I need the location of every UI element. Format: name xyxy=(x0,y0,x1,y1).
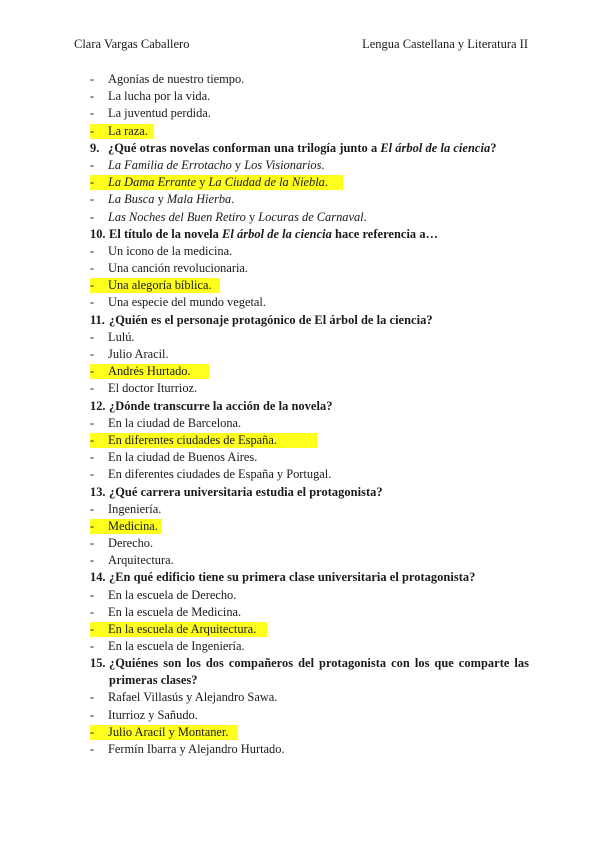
answer-option: - Rafael Villasús y Alejandro Sawa. xyxy=(90,690,278,705)
quiz-content xyxy=(90,71,530,758)
answer-option: - En la ciudad de Barcelona. xyxy=(90,415,242,430)
answer-option: - En la escuela de Derecho. xyxy=(90,587,237,602)
answer-option: - Ingeniería. xyxy=(90,501,162,516)
question-15: 15. ¿Quiénes son los dos compañeros del protagonista con los que comparte las primeras clases? xyxy=(90,656,529,688)
question-12: 12. ¿Dónde transcurre la acción de la novela? xyxy=(90,398,333,413)
answer-option: - Lulú. xyxy=(90,329,135,344)
answer-option: - Iturrioz y Sañudo. xyxy=(90,707,198,722)
answer-option-correct: - Andrés Hurtado. xyxy=(90,363,530,380)
answer-option: - La lucha por la vida. xyxy=(90,89,211,104)
page-header xyxy=(74,37,528,53)
header-subject: Lengua Castellana y Literatura II xyxy=(362,37,528,51)
answer-option: - En diferentes ciudades de España y Portugal. xyxy=(90,467,332,482)
answer-option-correct: - En la escuela de Arquitectura. xyxy=(90,621,530,638)
answer-option: - La juventud perdida. xyxy=(90,106,211,121)
answer-option-correct: - Julio Aracil y Montaner. xyxy=(90,724,530,741)
answer-option: - La Familia de Errotacho y Los Visionarios. xyxy=(90,157,325,172)
answer-option-correct: - La raza. xyxy=(90,123,530,140)
answer-option-correct: - Medicina. xyxy=(90,518,530,535)
question-14: 14. ¿En qué edificio tiene su primera clase universitaria el protagonista? xyxy=(90,570,476,585)
answer-option: - Agonías de nuestro tiempo. xyxy=(90,72,245,86)
answer-option: - Las Noches del Buen Retiro y Locuras de Carnaval. xyxy=(90,209,367,224)
question-9: 9. ¿Qué otras novelas conforman una trilogía junto a El árbol de la ciencia? xyxy=(90,140,497,155)
question-13: 13. ¿Qué carrera universitaria estudia el protagonista? xyxy=(90,484,383,499)
answer-option: - Una especie del mundo vegetal. xyxy=(90,295,266,310)
answer-option-correct: - Una alegoría bíblica. xyxy=(90,277,530,294)
answer-option: - En la ciudad de Buenos Aires. xyxy=(90,450,258,465)
answer-option-correct: - La Dama Errante y La Ciudad de la Niebla. xyxy=(90,174,530,191)
answer-option: - Fermín Ibarra y Alejandro Hurtado. xyxy=(90,741,285,756)
answer-option: - El doctor Iturrioz. xyxy=(90,381,198,396)
answer-option: - Julio Aracil. xyxy=(90,347,169,361)
header-author: Clara Vargas Caballero xyxy=(74,37,190,51)
question-11: 11. ¿Quién es el personaje protagónico de El árbol de la ciencia? xyxy=(90,312,433,327)
answer-option-correct: - En diferentes ciudades de España. xyxy=(90,432,530,449)
answer-option: - Una canción revolucionaria. xyxy=(90,261,249,276)
answer-option: - En la escuela de Ingeniería. xyxy=(90,639,245,654)
question-10: 10. El título de la novela El árbol de la ciencia hace referencia a… xyxy=(90,226,439,241)
answer-option: - La Busca y Mala Hierba. xyxy=(90,192,235,207)
answer-option: - Arquitectura. xyxy=(90,553,174,568)
answer-option: - Un icono de la medicina. xyxy=(90,243,233,258)
answer-option: - Derecho. xyxy=(90,536,154,551)
answer-option: - En la escuela de Medicina. xyxy=(90,604,242,619)
